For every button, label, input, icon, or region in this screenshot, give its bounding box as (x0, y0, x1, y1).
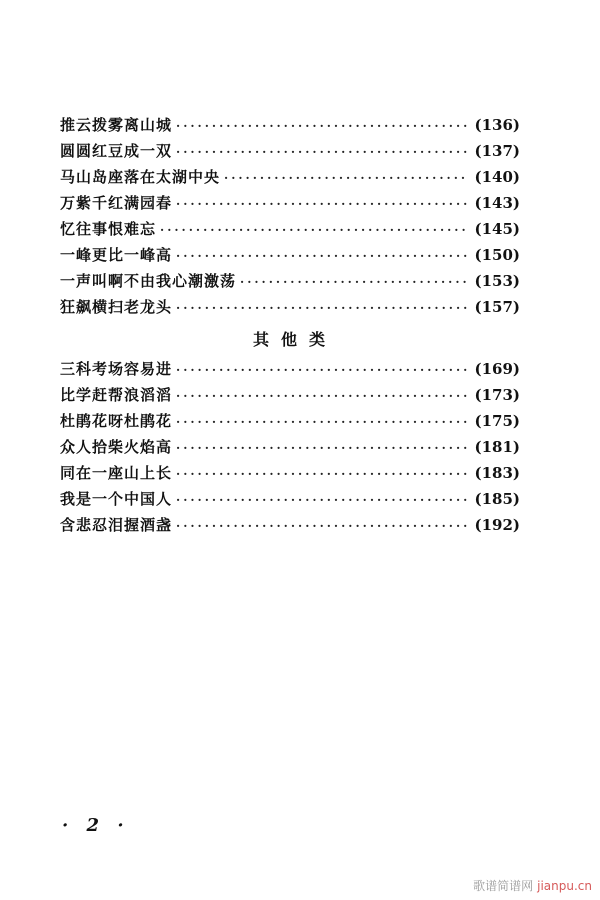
dot-leader (176, 513, 468, 539)
toc-entry-page: (169) (474, 360, 520, 378)
toc-entry-title: 忆往事恨难忘 (60, 220, 157, 238)
toc-entry-title: 同在一座山上长 (60, 464, 173, 482)
toc-entry-page: (192) (474, 516, 520, 534)
toc-entry (60, 382, 520, 408)
toc-entry (60, 268, 520, 294)
toc-entry-page: (181) (474, 438, 520, 456)
toc-group-2 (60, 356, 520, 538)
dot-leader (224, 165, 468, 191)
toc-entry-title: 马山岛座落在太湖中央 (60, 168, 221, 186)
dot-leader (176, 409, 468, 435)
toc-entry-title: 众人拾柴火焰高 (60, 438, 173, 456)
watermark-site-name: 歌谱简谱网 (473, 879, 534, 893)
toc-entry-page: (150) (474, 246, 520, 264)
dot-leader (176, 113, 468, 139)
dot-leader (176, 435, 468, 461)
dot-leader (176, 357, 468, 383)
toc-entry-title: 含悲忍泪握酒盏 (60, 516, 173, 534)
dot-leader (176, 295, 468, 321)
toc-entry (60, 294, 520, 320)
toc-entry (60, 112, 520, 138)
page-number: · 2 · (62, 815, 130, 836)
toc-entry-page: (145) (474, 220, 520, 238)
toc-entry-page: (140) (474, 168, 520, 186)
toc-entry-page: (157) (474, 298, 520, 316)
toc-entry (60, 164, 520, 190)
toc-entry-page: (183) (474, 464, 520, 482)
watermark-url: jianpu.cn (537, 879, 592, 893)
toc-entry (60, 434, 520, 460)
table-of-contents (60, 112, 520, 538)
toc-entry-title: 三科考场容易进 (60, 360, 173, 378)
dot-leader (240, 269, 468, 295)
dot-leader (176, 487, 468, 513)
dot-leader (176, 383, 468, 409)
toc-entry-title: 狂飙横扫老龙头 (60, 298, 173, 316)
toc-entry-page: (173) (474, 386, 520, 404)
toc-entry-page: (143) (474, 194, 520, 212)
dot-leader (176, 461, 468, 487)
dot-leader (176, 191, 468, 217)
dot-leader (160, 217, 468, 243)
toc-entry-page: (153) (474, 272, 520, 290)
toc-group-1 (60, 112, 520, 320)
toc-entry-title: 圆圆红豆成一双 (60, 142, 173, 160)
toc-entry (60, 216, 520, 242)
toc-entry-title: 比学赶帮浪滔滔 (60, 386, 173, 404)
toc-entry-title: 推云拨雾离山城 (60, 116, 173, 134)
toc-entry-title: 杜鹃花呀杜鹃花 (60, 412, 173, 430)
toc-entry-title: 我是一个中国人 (60, 490, 173, 508)
toc-entry (60, 408, 520, 434)
toc-entry (60, 356, 520, 382)
dot-leader (176, 243, 468, 269)
toc-entry-title: 一声叫啊不由我心潮激荡 (60, 272, 237, 290)
toc-entry (60, 138, 520, 164)
toc-entry-title: 万紫千红满园春 (60, 194, 173, 212)
toc-entry (60, 242, 520, 268)
toc-entry-title: 一峰更比一峰高 (60, 246, 173, 264)
dot-leader (176, 139, 468, 165)
toc-entry-page: (175) (474, 412, 520, 430)
toc-entry-page: (185) (474, 490, 520, 508)
toc-entry-page: (137) (474, 142, 520, 160)
toc-entry (60, 486, 520, 512)
toc-entry (60, 512, 520, 538)
toc-entry (60, 190, 520, 216)
toc-entry-page: (136) (474, 116, 520, 134)
toc-entry (60, 460, 520, 486)
watermark (473, 877, 592, 894)
section-heading: 其他类 (252, 330, 337, 349)
